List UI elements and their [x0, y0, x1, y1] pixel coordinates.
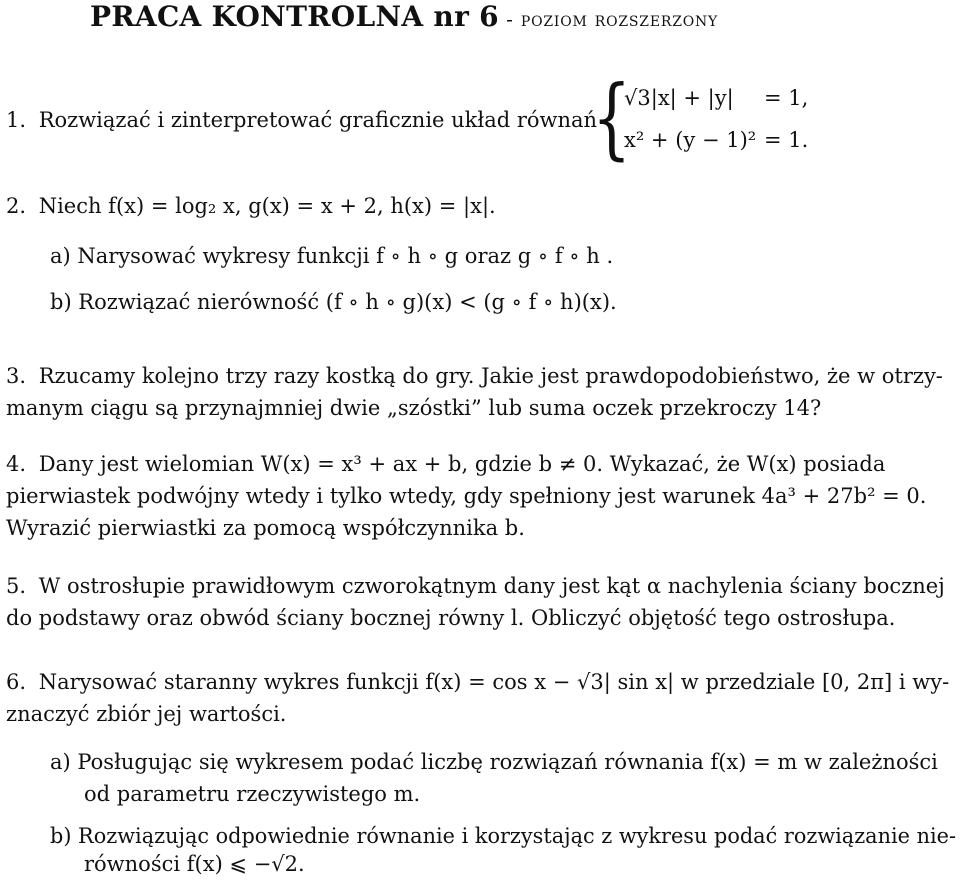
problem-4-text-1: Dany jest wielomian W(x) = x³ + ax + b, gdzie b ≠ 0. Wykazać, że W(x) posiada: [38, 452, 886, 476]
equation-1-rhs: = 1,: [764, 86, 809, 110]
problem-4-number: 4.: [6, 452, 27, 476]
problem-1: [6, 108, 597, 133]
title-separator: -: [498, 7, 521, 31]
problem-1-number: 1.: [6, 108, 27, 132]
problem-4-line-1: [6, 452, 885, 477]
problem-5-text-1: W ostrosłupie prawidłowym czworokątnym dany jest kąt α nachylenia ściany bocznej: [38, 574, 945, 598]
page-title: [90, 0, 718, 33]
problem-3-number: 3.: [6, 364, 27, 388]
problem-5-line-1: [6, 574, 945, 599]
problem-2: [6, 194, 496, 219]
equation-2-lhs: x² + (y − 1)²: [624, 128, 757, 152]
problem-4-line-2: pierwiastek podwójny wtedy i tylko wtedy, gdy spełniony jest warunek 4a³ + 27b² = 0.: [6, 484, 927, 508]
equation-1: [624, 86, 809, 110]
left-brace-icon: {: [592, 66, 632, 169]
equation-2-rhs: = 1.: [764, 128, 809, 152]
equation-1-lhs: √3|x| + |y|: [624, 86, 734, 110]
problem-6-line-1: [6, 670, 949, 695]
problem-6a-line-2: od parametru rzeczywistego m.: [84, 782, 421, 806]
problem-6-line-2: znaczyć zbiór jej wartości.: [6, 702, 287, 726]
equation-system: [592, 66, 852, 169]
problem-2-number: 2.: [6, 194, 27, 218]
title-level: poziom rozszerzony: [520, 7, 719, 31]
problem-6b-line-1: b) Rozwiązując odpowiednie równanie i korzystając z wykresu podać rozwiązanie nie-: [50, 824, 957, 848]
problem-2a: a) Narysować wykresy funkcji f ∘ h ∘ g oraz g ∘ f ∘ h .: [50, 244, 614, 268]
problem-6b-line-2: równości f(x) ⩽ −√2.: [84, 852, 305, 876]
problem-2b: b) Rozwiązać nierówność (f ∘ h ∘ g)(x) < (g ∘ f ∘ h)(x).: [50, 290, 617, 314]
problem-4-line-3: Wyrazić pierwiastki za pomocą współczynnika b.: [6, 516, 525, 540]
problem-3-text-1: Rzucamy kolejno trzy razy kostką do gry. Jakie jest prawdopodobieństwo, że w otrzy-: [38, 364, 943, 388]
problem-1-text: Rozwiązać i zinterpretować graficznie układ równań: [38, 108, 598, 132]
title-main: PRACA KONTROLNA nr 6: [90, 0, 499, 33]
problem-6-number: 6.: [6, 670, 27, 694]
equation-2: [624, 128, 809, 152]
problem-6a-line-1: a) Posługując się wykresem podać liczbę rozwiązań równania f(x) = m w zależności: [50, 750, 938, 774]
problem-3-line-1: [6, 364, 943, 389]
problem-3-line-2: manym ciągu są przynajmniej dwie „szóstki” lub suma oczek przekroczy 14?: [6, 396, 822, 420]
problem-5-number: 5.: [6, 574, 27, 598]
problem-6-text-1: Narysować staranny wykres funkcji f(x) = cos x − √3| sin x| w przedziale [0, 2π] i wy-: [38, 670, 950, 694]
problem-2-text: Niech f(x) = log₂ x, g(x) = x + 2, h(x) = |x|.: [38, 194, 496, 218]
problem-5-line-2: do podstawy oraz obwód ściany bocznej równy l. Obliczyć objętość tego ostrosłupa.: [6, 606, 896, 630]
